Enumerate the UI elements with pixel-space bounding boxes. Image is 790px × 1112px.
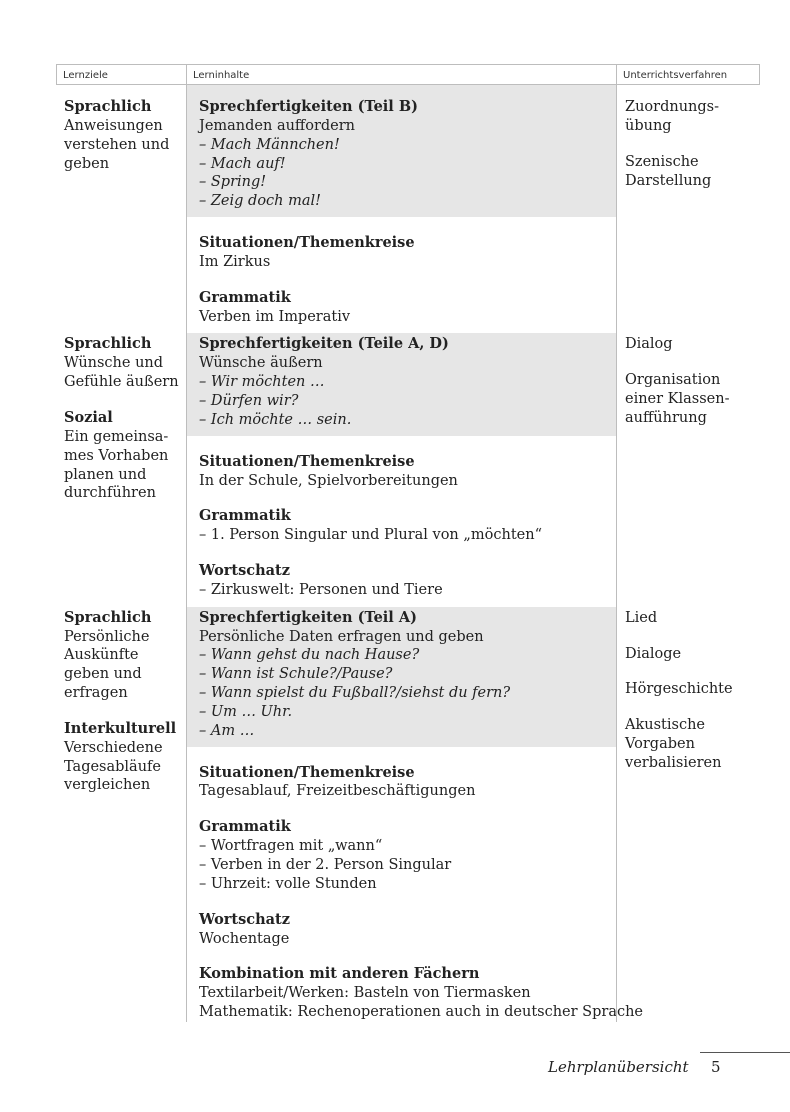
block-heading: Wortschatz — [199, 910, 290, 928]
goal-text: geben und — [64, 666, 142, 683]
goal-heading: Sprachlich — [64, 98, 152, 115]
goal-text: Persönliche — [64, 628, 150, 645]
goal-heading: Sprachlich — [64, 335, 152, 353]
goal-text: planen und — [64, 466, 147, 483]
curriculum-table — [56, 64, 760, 1022]
skills-example: – Spring! — [199, 174, 267, 191]
column-header-contents: Lerninhalte — [186, 64, 616, 85]
goal-heading: Interkulturell — [64, 719, 177, 737]
skills-box — [187, 333, 616, 435]
block-line: Mathematik: Rechenoperationen auch in deutscher Sprache — [199, 1004, 644, 1021]
method-item: Szenische Darstellung — [625, 153, 712, 189]
page-number: 5 — [711, 1058, 721, 1076]
goal-text: geben — [64, 155, 110, 172]
skills-box — [187, 85, 616, 217]
row-3-goals — [56, 607, 186, 1022]
skills-line: Jemanden auffordern — [199, 117, 356, 134]
goal-text: erfragen — [64, 685, 128, 702]
goal-text: Wünsche und — [64, 355, 164, 372]
block-heading: Grammatik — [199, 288, 291, 306]
block-heading: Grammatik — [199, 507, 291, 525]
content-block — [199, 818, 610, 893]
skills-box — [187, 607, 616, 747]
row-1-contents — [186, 85, 616, 333]
block-line: – 1. Person Singular und Plural von „möchten“ — [199, 527, 542, 544]
goal-text: Gefühle äußern — [64, 374, 179, 391]
goal-text: Anweisungen — [64, 117, 163, 134]
skills-example: – Wann gehst du nach Hause? — [199, 647, 420, 664]
method-item: Lied — [625, 609, 658, 626]
goal-text: Auskünfte — [64, 647, 139, 664]
block-line: Im Zirkus — [199, 253, 271, 270]
goal-text: durchführen — [64, 485, 156, 502]
content-blocks — [187, 763, 644, 1022]
block-line: – Verben in der 2. Person Singular — [199, 857, 452, 873]
row-2-methods — [616, 333, 760, 606]
goal-heading: Sprachlich — [64, 608, 152, 626]
block-line: In der Schule, Spielvorbereitungen — [199, 472, 458, 489]
block-line: Wochentage — [199, 930, 290, 947]
skills-example: – Wann spielst du Fußball?/siehst du fern? — [199, 685, 511, 702]
block-line: – Zirkuswelt: Personen und Tiere — [199, 581, 443, 598]
row-1-goals — [56, 85, 186, 333]
column-header-goals: Lernziele — [56, 64, 186, 85]
skills-line: Persönliche Daten erfragen und geben — [199, 628, 484, 645]
goal-heading: Sozial — [64, 408, 113, 426]
skills-example: – Mach auf! — [199, 155, 286, 172]
content-block — [199, 764, 610, 802]
skills-example: – Um … Uhr. — [199, 703, 293, 720]
goal-text: verstehen und — [64, 136, 170, 153]
footer-rule — [700, 1052, 790, 1053]
method-item: Zuordnungs- übung — [625, 99, 719, 134]
skills-example: – Dürfen wir? — [199, 392, 299, 409]
skills-heading: Sprechfertigkeiten (Teil A) — [199, 608, 417, 626]
block-line: Verben im Imperativ — [199, 308, 351, 325]
skills-heading: Sprechfertigkeiten (Teil B) — [199, 98, 418, 115]
goal-text: Ein gemeinsa- — [64, 428, 169, 445]
skills-example: – Am … — [199, 722, 255, 739]
method-item: Organisation einer Klassen- aufführung — [625, 372, 730, 426]
content-block — [199, 562, 610, 600]
goal-text: mes Vorhaben — [64, 447, 169, 464]
skills-example: – Wir möchten … — [199, 374, 325, 391]
goal-text: Tagesabläufe — [64, 758, 161, 775]
content-block — [199, 911, 610, 949]
content-block — [199, 289, 610, 327]
block-heading: Situationen/Themenkreise — [199, 763, 415, 781]
block-heading: Grammatik — [199, 818, 291, 836]
row-2-contents — [186, 333, 616, 606]
block-line: – Wortfragen mit „wann“ — [199, 838, 383, 855]
block-line: Tagesablauf, Freizeitbeschäftigungen — [199, 783, 476, 800]
method-item: Dialoge — [625, 645, 682, 662]
skills-line: Wünsche äußern — [199, 355, 323, 372]
block-heading: Kombination mit anderen Fächern — [199, 965, 480, 983]
block-heading: Situationen/Themenkreise — [199, 234, 415, 252]
skills-example: – Zeig doch mal! — [199, 193, 321, 210]
method-item: Hörgeschichte — [625, 681, 733, 698]
footer-title: Lehrplanübersicht — [548, 1058, 689, 1076]
content-block — [199, 453, 610, 491]
block-line: Textilarbeit/Werken: Basteln von Tiermasken — [199, 985, 531, 1002]
method-item: Akustische Vorgaben verbalisieren — [625, 717, 722, 771]
row-1-methods — [616, 85, 760, 333]
content-blocks — [187, 453, 616, 600]
content-block — [199, 965, 644, 1022]
content-block — [199, 507, 610, 545]
block-line: – Uhrzeit: volle Stunden — [199, 875, 377, 892]
skills-heading: Sprechfertigkeiten (Teile A, D) — [199, 335, 449, 353]
row-3-methods — [616, 607, 760, 1022]
block-heading: Wortschatz — [199, 562, 290, 580]
method-item: Dialog — [625, 336, 673, 353]
skills-example: – Wann ist Schule?/Pause? — [199, 666, 393, 683]
row-2-goals — [56, 333, 186, 606]
content-block — [199, 234, 610, 272]
skills-example: – Ich möchte … sein. — [199, 411, 352, 428]
goal-text: vergleichen — [64, 777, 151, 794]
goal-text: Verschiedene — [64, 739, 163, 756]
content-blocks — [187, 234, 616, 326]
skills-example: – Mach Männchen! — [199, 136, 340, 153]
column-header-methods: Unterrichtsverfahren — [616, 64, 760, 85]
block-heading: Situationen/Themenkreise — [199, 452, 415, 470]
